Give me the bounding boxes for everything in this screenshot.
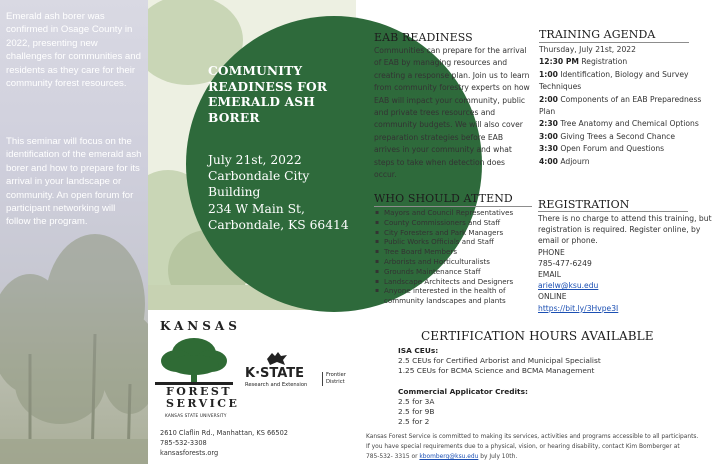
agenda-time: 3:30 — [539, 144, 558, 154]
frontier-district-text: Frontier District — [322, 372, 350, 386]
who-should-attend-heading: WHO SHOULD ATTEND — [374, 192, 513, 205]
agenda-row — [539, 56, 715, 68]
list-item: ▪ County Commissioners and Staff — [384, 218, 544, 228]
commercial-line: 2.5 for 2 — [398, 417, 430, 427]
logo-ksu-text: KANSAS STATE UNIVERSITY — [165, 413, 227, 418]
registration-online-link[interactable]: https://bit.ly/3Hvpe3I — [538, 303, 619, 313]
event-date: July 21st, 2022 — [208, 153, 302, 167]
tree-logo-icon — [155, 333, 233, 387]
registration-block — [538, 213, 718, 314]
contact-web: kansasforests.org — [160, 449, 219, 458]
registration-heading: REGISTRATION — [538, 198, 630, 211]
agenda-time: 4:00 — [539, 156, 558, 166]
agenda-row — [539, 156, 715, 168]
event-city: Carbondale, KS 66414 — [208, 217, 349, 232]
isa-line: 1.25 CEUs for BCMA Science and BCMA Management — [398, 366, 595, 376]
commercial-line: 2.5 for 9B — [398, 407, 435, 417]
kstate-subtitle: Research and Extension — [245, 382, 308, 388]
agenda-divider — [539, 42, 689, 43]
event-title: COMMUNITY READINESS FOR EMERALD ASH BORER — [208, 64, 328, 125]
list-item: ▪ City Foresters and Park Managers — [384, 228, 544, 238]
agenda-time: 1:00 — [539, 69, 558, 79]
agenda-item-text: Registration — [581, 57, 628, 67]
event-venue: Carbondale City Building — [208, 169, 310, 200]
agenda-item-text: Giving Trees a Second Chance — [560, 131, 676, 141]
online-label: ONLINE — [538, 292, 567, 302]
who-should-attend-divider — [374, 206, 532, 207]
contact-phone: 785-532-3308 — [160, 439, 207, 448]
list-item: ▪ Anyone interested in the health of community landscapes and plants — [384, 286, 544, 306]
list-item: ▪ Public Works Officials and Staff — [384, 237, 544, 247]
event-details — [208, 152, 356, 233]
footnote-line — [366, 452, 718, 462]
email-label: EMAIL — [538, 270, 562, 280]
agenda-row — [539, 94, 715, 119]
commercial-line: 2.5 for 3A — [398, 396, 435, 406]
footnote-line: Kansas Forest Service is committed to making its services, activities and programs accessible to all participants. — [366, 434, 699, 440]
list-item: ▪ Mayors and Council Representatives — [384, 208, 544, 218]
certification-heading: CERTIFICATION HOURS AVAILABLE — [421, 329, 654, 343]
footnote-line: If you have special requirements due to a physical, vision, or hearing disability, contact Kim Bomberger at — [366, 444, 680, 450]
agenda-date: Thursday, July 21st, 2022 — [539, 45, 636, 54]
isa-line: 2.5 CEUs for Certified Arborist and Municipal Specialist — [398, 356, 601, 366]
eab-readiness-heading: EAB READINESS — [374, 31, 473, 44]
agenda-row — [539, 118, 715, 130]
registration-phone: 785-477-6249 — [538, 258, 592, 268]
eab-readiness-text: Communities can prepare for the arrival of EAB by managing resources and creating a response plan. Join us to learn from community forestry experts on how EAB will impact your community, public and private trees resources and community budgets. We will also cover preparation strategies before EAB arrives in your community and what steps to take when detection does occur. — [374, 46, 530, 180]
agenda-row — [539, 143, 715, 155]
intro-paragraph: Emerald ash borer was confirmed in Osage County in 2022, presenting new challenges for communities and residents as they care for their community forest resources. — [6, 11, 141, 90]
agenda-row — [539, 69, 715, 94]
left-photo-panel — [0, 0, 148, 464]
certification-block — [398, 346, 698, 427]
seminar-paragraph: This seminar will focus on the identification of the emerald ash borer and how to prepare for its arrival in your landscape or community. An open forum for participant networking will follow the program. — [6, 136, 142, 228]
wildcat-logo-icon — [266, 350, 288, 366]
footnote-deadline-text: by July 10th. — [478, 454, 518, 460]
event-street: 234 W Main St, — [208, 201, 305, 216]
agenda-item-text: Adjourn — [560, 156, 590, 166]
phone-label: PHONE — [538, 247, 565, 257]
registration-email-link[interactable]: arielw@ksu.edu — [538, 281, 599, 291]
agenda-time: 2:30 — [539, 119, 558, 129]
list-item: ▪ Arborists and Horticulturalists — [384, 257, 544, 267]
footnote-email-link[interactable]: kbomberg@ksu.edu — [419, 454, 479, 460]
list-item: ▪ Landscape Architects and Designers — [384, 277, 544, 287]
agenda-time: 3:00 — [539, 131, 558, 141]
training-agenda-heading: TRAINING AGENDA — [539, 28, 656, 41]
agenda-time: 2:00 — [539, 94, 558, 104]
registration-divider — [538, 211, 688, 212]
list-item: ▪ Grounds Maintenance Staff — [384, 267, 544, 277]
logo-kansas-text: KANSAS — [160, 319, 241, 333]
logo-forest-service-text: FOREST SERVICE — [166, 385, 240, 410]
contact-address: 2610 Claflin Rd., Manhattan, KS 66502 — [160, 429, 288, 437]
agenda-list — [539, 44, 715, 168]
isa-ceus-label: ISA CEUs: — [398, 346, 439, 355]
agenda-time: 12:30 PM — [539, 57, 579, 67]
kstate-logo-text: K·STATE — [245, 366, 305, 381]
registration-text: There is no charge to attend this training, but registration is required. Register online, by email or phone. — [538, 214, 712, 246]
tree-silhouette-image — [0, 214, 148, 464]
footnote-phone-text: 785-532- 3315 or — [366, 454, 420, 460]
agenda-item-text: Tree Anatomy and Chemical Options — [560, 119, 699, 129]
attendee-list — [374, 208, 544, 306]
agenda-item-text: Identification, Biology and Survey Techniques — [539, 69, 689, 92]
accessibility-footnote — [366, 432, 718, 462]
commercial-applicator-label: Commercial Applicator Credits: — [398, 386, 528, 396]
list-item: ▪ Tree Board Members — [384, 247, 544, 257]
contact-block — [160, 428, 288, 459]
agenda-item-text: Open Forum and Questions — [560, 144, 665, 154]
agenda-item-text: Components of an EAB Preparedness Plan — [539, 94, 702, 117]
agenda-row — [539, 131, 715, 143]
